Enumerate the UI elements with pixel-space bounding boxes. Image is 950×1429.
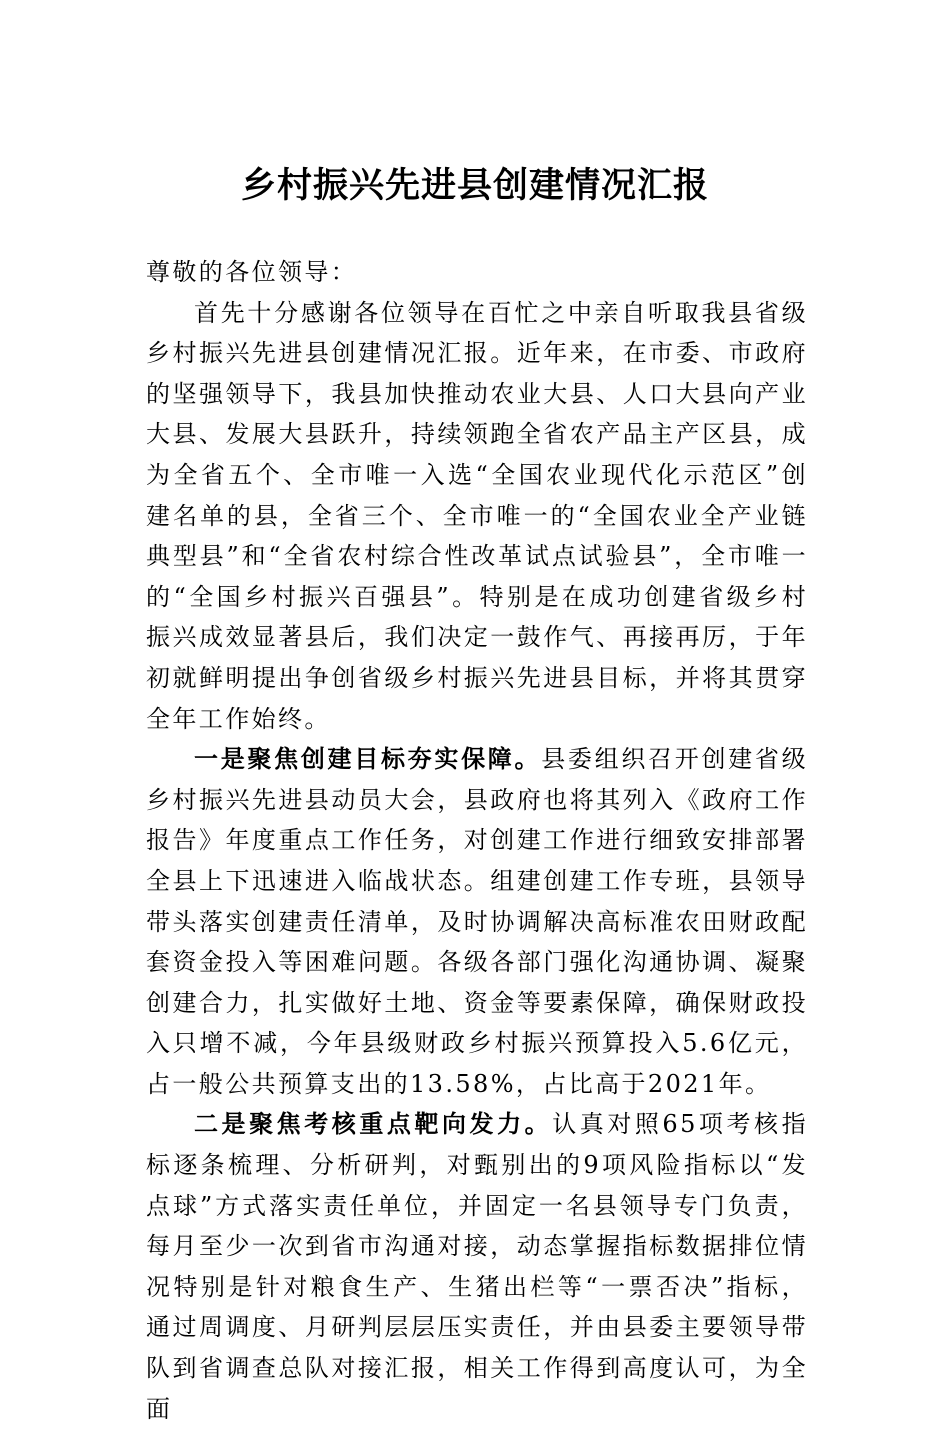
section-lead-2: 二是聚焦考核重点靶向发力。 (194, 1109, 553, 1139)
section-paragraph-1 (146, 739, 808, 1104)
section-text-1: 县委组织召开创建省级乡村振兴先进县动员大会，县政府也将其列入《政府工作报告》年度重点工作任务，对创建工作进行细致安排部署全县上下迅速进入临战状态。组建创建工作专班，县领导带头落实创建责任清单，及时协调解决高标准农田财政配套资金投入等困难问题。各级各部门强化沟通协调、凝聚创建合力，扎实做好土地、资金等要素保障，确保财政投入只增不减，今年县级财政乡村振兴预算投入5.6亿元，占一般公共预算支出的13.58%，占比高于2021年。 (146, 745, 808, 1098)
section-paragraph-2 (146, 1104, 808, 1429)
section-text-2: 认真对照65项考核指标逐条梳理、分析研判，对甄别出的9项风险指标以“发点球”方式落实责任单位，并固定一名县领导专门负责，每月至少一次到省市沟通对接，动态掌握指标数据排位情况特别是针对粮食生产、生猪出栏等“一票否决”指标，通过周调度、月研判层层压实责任，并由县委主要领导带队到省调查总队对接汇报，相关工作得到高度认可，为全面 (146, 1110, 808, 1423)
salutation: 尊敬的各位领导： (146, 258, 358, 286)
intro-paragraph: 首先十分感谢各位领导在百忙之中亲自听取我县省级乡村振兴先进县创建情况汇报。近年来，在市委、市政府的坚强领导下，我县加快推动农业大县、人口大县向产业大县、发展大县跃升，持续领跑全省农产品主产区县，成为全省五个、全市唯一入选“全国农业现代化示范区”创建名单的县，全省三个、全市唯一的“全国农业全产业链典型县”和“全省农村综合性改革试点试验县”，全市唯一的“全国乡村振兴百强县”。特别是在成功创建省级乡村振兴成效显著县后，我们决定一鼓作气、再接再厉，于年初就鲜明提出争创省级乡村振兴先进县目标，并将其贯穿全年工作始终。 (146, 298, 808, 733)
document-body (146, 252, 808, 1429)
section-lead-1: 一是聚焦创建目标夯实保障。 (194, 744, 542, 774)
document-title: 乡村振兴先进县创建情况汇报 (240, 165, 709, 206)
